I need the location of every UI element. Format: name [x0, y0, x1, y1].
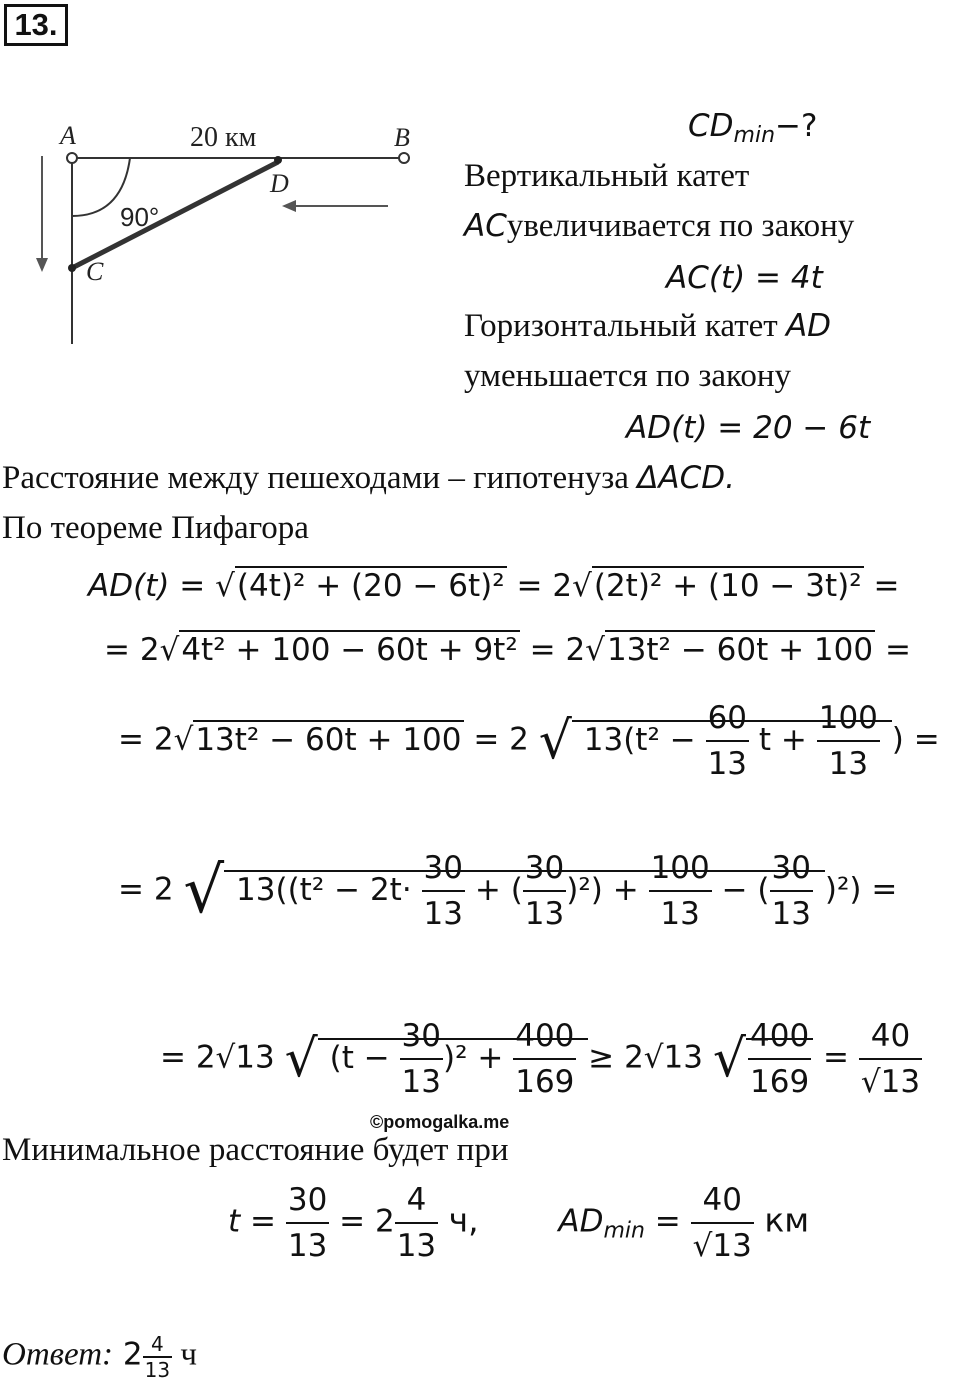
eq3-a: 13(t² − — [583, 721, 696, 758]
answer-frac — [143, 1332, 172, 1382]
distance-sentence — [2, 458, 735, 498]
t-frac2-num: 4 — [406, 1182, 427, 1218]
eq3-root2 — [572, 700, 892, 782]
formula-ad — [626, 408, 870, 448]
eq4-frac1 — [422, 846, 465, 936]
ad-eq: = — [644, 1203, 691, 1240]
given-line3-text: Горизонтальный катет — [464, 308, 778, 344]
answer-whole: 2 — [113, 1336, 143, 1373]
eq5-b: )² + — [443, 1039, 504, 1076]
eq3-frac1-num: 60 — [707, 700, 748, 736]
eq3-frac2-num: 100 — [818, 700, 878, 736]
equation-5: = 2√13 √ (t − $\frac{30}{13}$ )² + $\frac{400}{169}$ ≥ 2√13 √ $\frac{400}{169}$ = $\frac{40}{√13}$ — [160, 1014, 922, 1104]
point-d — [274, 156, 282, 164]
eq1-left: AD(t) = — [88, 568, 216, 604]
equation-4: = 2 √ 13((t² − 2t· $\frac{30}{13}$ + ( $\frac{30}{13}$ )²) + $\frac{100}{13}$ − ( $\frac{30}{13}$ )²) = — [118, 846, 897, 936]
result-line — [228, 1178, 809, 1268]
ad-frac — [691, 1178, 754, 1268]
eq4-frac2 — [523, 846, 566, 936]
ad-frac-den: √13 — [691, 1222, 754, 1268]
eq5-a: (t − — [329, 1039, 390, 1076]
eq5-frac1 — [400, 1014, 443, 1104]
eq3-b: t + — [758, 721, 807, 758]
answer — [2, 1332, 197, 1382]
eq3-end: ) = — [891, 721, 940, 758]
eq4-frac2-num: 30 — [524, 850, 565, 886]
geometry-figure — [30, 118, 430, 348]
eq4-a: 13((t² − 2t· — [236, 871, 412, 908]
unknown-var: CD — [688, 108, 734, 144]
eq4-d: − ( — [721, 871, 770, 908]
given-line2-text: увеличивается по закону — [506, 208, 855, 244]
angle-label: 90° — [120, 202, 160, 232]
formula-ac — [666, 258, 823, 298]
t-frac1-num: 30 — [287, 1182, 328, 1218]
left-arrowhead — [282, 200, 296, 212]
eq5-eq: = — [813, 1039, 859, 1076]
eq4-frac3-num: 100 — [650, 850, 710, 886]
eq2-root2: 13t² − 60t + 100 — [606, 632, 874, 668]
eq4-b: + ( — [474, 871, 523, 908]
eq3-left: = 2 — [118, 721, 174, 758]
point-b — [399, 153, 409, 163]
eq4-frac2-den: 13 — [523, 890, 566, 936]
label-c: C — [86, 257, 104, 286]
eq2-root1: 4t² + 100 − 60t + 9t² — [181, 632, 518, 668]
answer-num: 4 — [150, 1332, 164, 1356]
eq3-frac1 — [706, 696, 749, 786]
point-a — [67, 153, 77, 163]
eq1-root2: (2t)² + (10 − 3t)² — [593, 568, 862, 604]
t-frac2-den: 13 — [395, 1222, 438, 1268]
given-line3 — [464, 306, 831, 346]
eq5-frac3-den: 169 — [748, 1058, 811, 1104]
eq3-mid: = 2 — [463, 721, 539, 758]
eq4-frac1-num: 30 — [423, 850, 463, 886]
watermark: ©pomogalka.me — [370, 1112, 510, 1132]
min-sentence: Минимальное расстояние будет при — [2, 1132, 509, 1168]
eq5-frac2 — [513, 1014, 576, 1104]
given-line2-var: AC — [464, 208, 507, 244]
given-line2 — [464, 206, 854, 246]
t-unit: ч, — [438, 1200, 479, 1240]
equation-1: AD(t) = √(4t)² + (20 − 6t)² = 2√(2t)² + (10 − 3t)² = — [88, 568, 900, 604]
t-frac1-den: 13 — [286, 1222, 329, 1268]
pythagoras-line: По теореме Пифагора — [2, 510, 309, 546]
given-line1: Вертикальный катет — [464, 158, 750, 194]
eq4-frac3-den: 13 — [649, 890, 712, 936]
unknown-sub: min — [733, 123, 776, 148]
eq5-frac4 — [859, 1014, 922, 1104]
problem-number: 13. — [4, 4, 68, 46]
given-line4: уменьшается по закону — [464, 358, 792, 394]
triangle-label: ΔACD. — [637, 460, 735, 496]
eq1-root1: (4t)² + (20 − 6t)² — [236, 568, 505, 604]
formula-ad-text: AD(t) = 20 − 6t — [626, 410, 871, 446]
eq5-frac1-num: 30 — [401, 1018, 441, 1054]
eq3-frac2 — [817, 696, 880, 786]
eq4-left: = 2 — [118, 871, 184, 908]
unknown-tail: −? — [775, 108, 818, 144]
eq4-end: )²) = — [824, 871, 898, 908]
eq5-mid: ≥ 2√13 — [588, 1039, 713, 1076]
formula-ac-text: AC(t) = 4t — [666, 260, 823, 296]
ad-sub: min — [603, 1218, 645, 1244]
eq5-frac3 — [748, 1014, 811, 1104]
answer-den: 13 — [144, 1358, 171, 1382]
t-mid: = 2 — [329, 1203, 395, 1240]
eq5-left: = 2√13 — [160, 1039, 285, 1076]
eq3-frac2-den: 13 — [817, 740, 880, 786]
ad-left: AD — [558, 1203, 604, 1240]
answer-unit: ч — [172, 1336, 197, 1373]
eq4-frac3 — [649, 846, 712, 936]
answer-label: Ответ: — [2, 1336, 114, 1373]
eq4-frac4-num: 30 — [771, 850, 811, 886]
eq4-frac1-den: 13 — [422, 890, 465, 936]
given-line3-var: AD — [785, 308, 832, 344]
eq5-frac4-den: √13 — [859, 1058, 922, 1104]
eq5-frac2-den: 169 — [513, 1058, 576, 1104]
ad-unit: км — [753, 1200, 810, 1240]
distance-label: 20 км — [190, 122, 257, 153]
eq1-end: = — [863, 568, 900, 604]
down-arrowhead — [36, 258, 48, 272]
eq4-frac4 — [770, 846, 813, 936]
eq2-end: = — [875, 632, 911, 668]
t-frac2 — [395, 1178, 438, 1268]
ad-frac-num: 40 — [702, 1182, 742, 1218]
eq4-frac4-den: 13 — [770, 890, 813, 936]
eq2-mid: = 2 — [519, 632, 586, 668]
equation-3: = 2√13t² − 60t + 100 = 2 √ 13(t² − $\frac{60}{13}$ t + $\frac{100}{13}$ ) = — [118, 696, 940, 786]
eq5-frac3-num: 400 — [750, 1018, 810, 1054]
eq5-root2 — [746, 1018, 813, 1100]
label-b: B — [394, 123, 410, 152]
eq1-mid: = 2 — [506, 568, 573, 604]
eq3-frac1-den: 13 — [706, 740, 749, 786]
eq5-frac4-num: 40 — [870, 1018, 911, 1054]
equation-2: = 2√4t² + 100 − 60t + 9t² = 2√13t² − 60t + 100 = — [104, 632, 911, 668]
eq3-root1: 13t² − 60t + 100 — [195, 721, 462, 758]
label-d: D — [270, 169, 289, 198]
distance-sentence-text: Расстояние между пешеходами – гипотенуза — [2, 460, 629, 496]
eq4-c: )²) + — [566, 871, 639, 908]
t-frac1 — [286, 1178, 329, 1268]
eq5-frac2-num: 400 — [515, 1018, 575, 1054]
label-a: A — [60, 121, 76, 150]
point-c — [68, 264, 76, 272]
eq5-root1 — [318, 1018, 589, 1100]
t-left: t = — [228, 1203, 286, 1240]
eq5-frac1-den: 13 — [400, 1058, 443, 1104]
eq2-left: = 2 — [104, 632, 160, 668]
segment-cd — [72, 162, 278, 268]
unknown-line — [688, 106, 817, 156]
